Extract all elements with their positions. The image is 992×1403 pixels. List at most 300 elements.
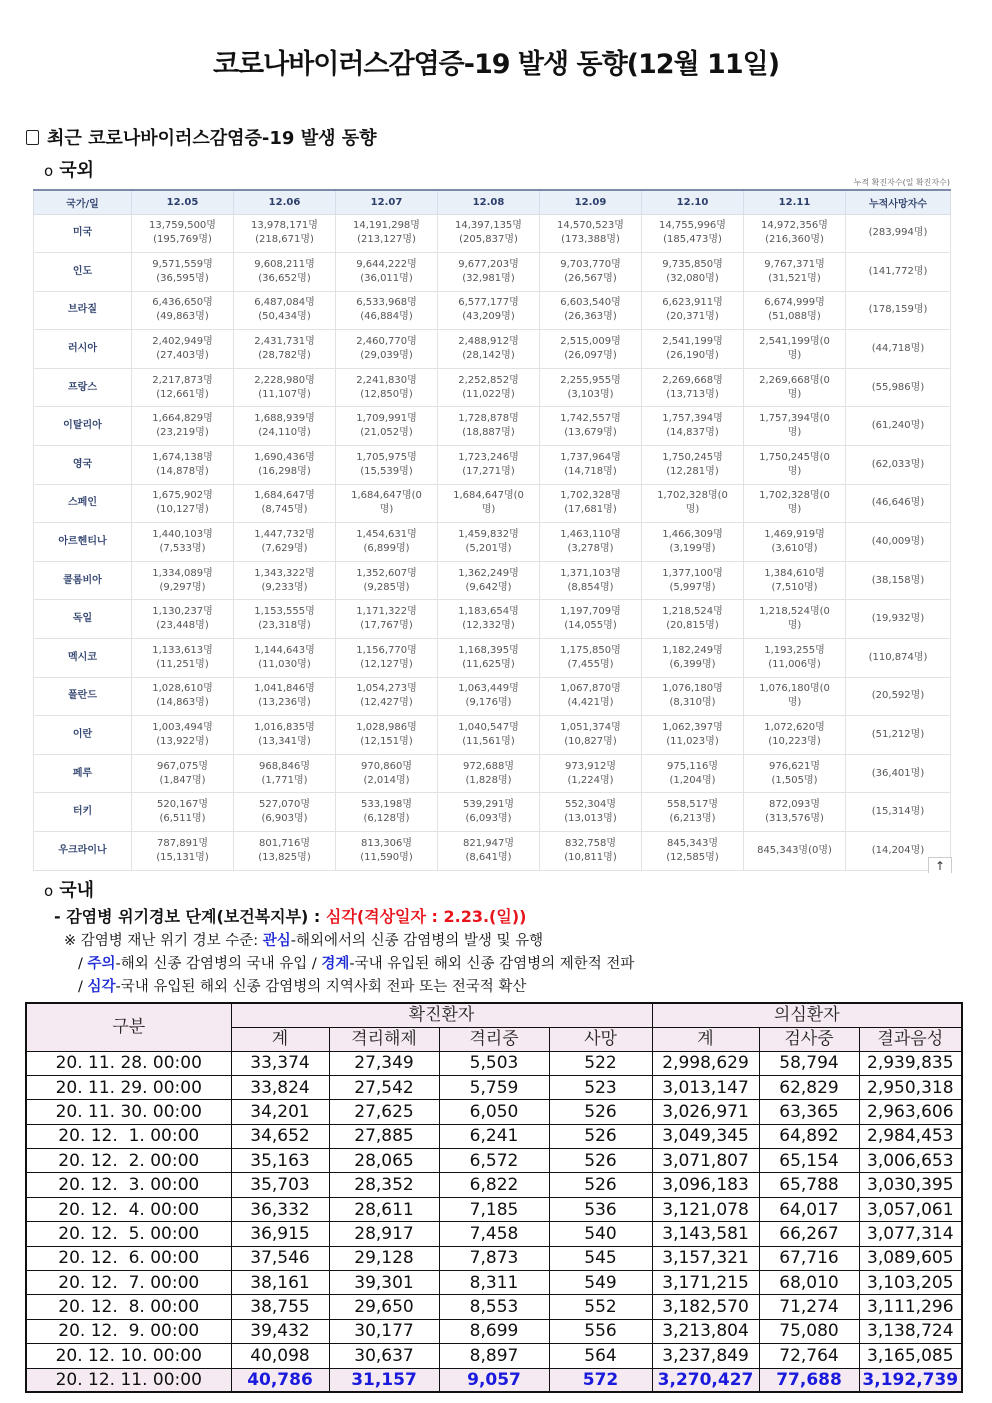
table-row [26, 1197, 962, 1221]
cumulative-cases: 2,217,873명 [152, 374, 213, 386]
case-cell [744, 446, 846, 485]
daily-cases: (27,403명) [156, 350, 209, 362]
value-cell: 34,652 [231, 1124, 329, 1148]
daily-cases: (32,080명) [666, 272, 719, 284]
date-cell: 20. 12. 4. 00:00 [26, 1197, 231, 1221]
case-cell [234, 407, 336, 446]
foreign-header-cell: 국가/일 [34, 190, 132, 214]
value-cell: 65,788 [759, 1173, 859, 1197]
cumulative-cases: 1,067,870명 [560, 683, 621, 695]
case-cell [540, 716, 642, 755]
foreign-label: 국외 [59, 160, 94, 181]
cumulative-cases: 1,688,939명 [254, 413, 315, 425]
daily-cases: (6,128명) [363, 813, 410, 825]
case-cell [642, 407, 744, 446]
daily-cases: (9,233명) [261, 581, 308, 593]
value-cell: 39,432 [231, 1319, 329, 1343]
value-cell: 63,365 [759, 1100, 859, 1124]
date-cell: 20. 12. 11. 00:00 [26, 1368, 231, 1392]
value-cell: 27,885 [329, 1124, 439, 1148]
country-name: 페루 [34, 754, 132, 793]
value-cell: 77,688 [759, 1368, 859, 1392]
date-cell: 20. 12. 10. 00:00 [26, 1344, 231, 1368]
table-row [26, 1100, 962, 1124]
table-row [34, 407, 951, 446]
cumulative-cases: 845,343명(0명) [757, 844, 832, 856]
value-cell: 3,165,085 [859, 1344, 962, 1368]
cumulative-cases: 1,168,395명 [458, 644, 519, 656]
value-cell: 27,349 [329, 1051, 439, 1075]
case-cell [438, 330, 540, 369]
case-cell [132, 291, 234, 330]
cumulative-cases: 14,570,523명 [557, 220, 624, 232]
cumulative-cases: 1,709,991명 [356, 413, 417, 425]
case-cell [540, 523, 642, 562]
case-cell [642, 716, 744, 755]
cumulative-cases: 1,362,249명 [458, 567, 519, 579]
daily-cases: 명) [787, 697, 802, 709]
case-cell [132, 368, 234, 407]
value-cell: 3,143,581 [652, 1222, 759, 1246]
daily-cases: (10,223명) [768, 736, 821, 748]
value-cell: 3,157,321 [652, 1246, 759, 1270]
case-cell [744, 561, 846, 600]
foreign-header-cell: 12.05 [132, 190, 234, 214]
daily-cases: (3,199명) [669, 543, 716, 555]
cumulative-cases: 1,175,850명 [560, 644, 621, 656]
alert-note-line-3 [78, 975, 526, 996]
alert-prefix: - 감염병 위기경보 단계(보건복지부) : [54, 907, 326, 926]
level-interest-desc: -해외에서의 신종 감염병의 발생 및 유행 [290, 933, 544, 949]
country-name: 콜롬비아 [34, 561, 132, 600]
country-name: 미국 [34, 214, 132, 253]
foreign-header-cell: 12.09 [540, 190, 642, 214]
cumulative-deaths: (15,314명) [846, 793, 951, 832]
case-cell [234, 484, 336, 523]
case-cell [744, 253, 846, 292]
daily-cases: (8,745명) [261, 504, 308, 516]
cumulative-deaths: (178,159명) [846, 291, 951, 330]
date-cell: 20. 12. 7. 00:00 [26, 1271, 231, 1295]
daily-cases: (12,585명) [666, 851, 719, 863]
table-row [34, 330, 951, 369]
daily-cases: (6,903명) [261, 813, 308, 825]
daily-cases: (23,448명) [156, 620, 209, 632]
case-cell [642, 253, 744, 292]
cumulative-cases: 1,469,919명 [764, 529, 825, 541]
value-cell: 38,161 [231, 1271, 329, 1295]
cumulative-cases: 9,767,371명 [764, 258, 825, 270]
case-cell [438, 446, 540, 485]
domestic-cases-table [25, 1002, 963, 1393]
date-cell: 20. 12. 6. 00:00 [26, 1246, 231, 1270]
daily-cases: (6,511명) [159, 813, 206, 825]
cumulative-cases: 9,703,770명 [560, 258, 621, 270]
case-cell [642, 754, 744, 793]
daily-cases: (313,576명) [765, 813, 824, 825]
daily-cases: (13,825명) [258, 851, 311, 863]
daily-cases: (31,521명) [768, 272, 821, 284]
case-cell [438, 484, 540, 523]
case-cell [744, 291, 846, 330]
table-row [26, 1295, 962, 1319]
cumulative-deaths: (44,718명) [846, 330, 951, 369]
cumulative-cases: 1,076,180명(0 [759, 683, 830, 695]
value-cell: 65,154 [759, 1149, 859, 1173]
table-row [34, 291, 951, 330]
daily-cases: (12,850명) [360, 388, 413, 400]
case-cell [438, 523, 540, 562]
table-row [34, 446, 951, 485]
cumulative-cases: 552,304명 [564, 799, 616, 811]
case-cell [234, 600, 336, 639]
case-cell [438, 600, 540, 639]
case-cell [642, 677, 744, 716]
domestic-subheader-cell: 검사중 [759, 1027, 859, 1051]
value-cell: 3,121,078 [652, 1197, 759, 1221]
daily-cases: (50,434명) [258, 311, 311, 323]
daily-cases: (36,011명) [360, 272, 413, 284]
value-cell: 31,157 [329, 1368, 439, 1392]
table-row [34, 716, 951, 755]
daily-cases: 명) [787, 504, 802, 516]
domestic-label: 국내 [59, 880, 94, 901]
cumulative-cases: 1,684,647명(0 [453, 490, 524, 502]
cumulative-cases: 1,440,103명 [152, 529, 213, 541]
cumulative-cases: 968,846명 [258, 760, 310, 772]
cumulative-cases: 14,755,996명 [659, 220, 726, 232]
case-cell [336, 368, 438, 407]
daily-cases: (14,863명) [156, 697, 209, 709]
daily-cases: (13,236명) [258, 697, 311, 709]
case-cell [540, 291, 642, 330]
level-alert: 경계 [321, 956, 350, 972]
foreign-header-cell: 12.08 [438, 190, 540, 214]
daily-cases: (20,815명) [666, 620, 719, 632]
daily-cases: (29,039명) [360, 350, 413, 362]
cumulative-cases: 527,070명 [258, 799, 310, 811]
case-cell [336, 330, 438, 369]
date-cell: 20. 12. 2. 00:00 [26, 1149, 231, 1173]
case-cell [336, 793, 438, 832]
cumulative-deaths: (40,009명) [846, 523, 951, 562]
table-row [34, 639, 951, 678]
value-cell: 28,065 [329, 1149, 439, 1173]
daily-cases: (185,473명) [663, 234, 722, 246]
case-cell [234, 639, 336, 678]
case-cell [642, 793, 744, 832]
table-row [26, 1246, 962, 1270]
daily-cases: (17,681명) [564, 504, 617, 516]
value-cell: 8,897 [439, 1344, 549, 1368]
case-cell [540, 484, 642, 523]
value-cell: 9,057 [439, 1368, 549, 1392]
cumulative-cases: 520,167명 [156, 799, 208, 811]
cumulative-cases: 13,978,171명 [251, 220, 318, 232]
value-cell: 2,963,606 [859, 1100, 962, 1124]
value-cell: 27,542 [329, 1075, 439, 1099]
cumulative-cases: 1,705,975명 [356, 451, 417, 463]
daily-cases: (2,014명) [363, 774, 410, 786]
daily-cases: (32,981명) [462, 272, 515, 284]
value-cell: 58,794 [759, 1051, 859, 1075]
value-cell: 30,637 [329, 1344, 439, 1368]
daily-cases: (23,318명) [258, 620, 311, 632]
country-name: 영국 [34, 446, 132, 485]
case-cell [336, 484, 438, 523]
foreign-header-cell: 12.11 [744, 190, 846, 214]
daily-cases: (8,641명) [465, 851, 512, 863]
value-cell: 6,050 [439, 1100, 549, 1124]
value-cell: 556 [549, 1319, 652, 1343]
daily-cases: (6,899명) [363, 543, 410, 555]
value-cell: 2,950,318 [859, 1075, 962, 1099]
case-cell [336, 677, 438, 716]
daily-cases: (9,297명) [159, 581, 206, 593]
value-cell: 72,764 [759, 1344, 859, 1368]
value-cell: 30,177 [329, 1319, 439, 1343]
value-cell: 552 [549, 1295, 652, 1319]
date-cell: 20. 12. 9. 00:00 [26, 1319, 231, 1343]
value-cell: 6,241 [439, 1124, 549, 1148]
value-cell: 39,301 [329, 1271, 439, 1295]
case-cell [744, 639, 846, 678]
cumulative-cases: 1,702,328명 [560, 490, 621, 502]
cumulative-cases: 539,291명 [462, 799, 514, 811]
cumulative-cases: 1,041,846명 [254, 683, 315, 695]
value-cell: 29,128 [329, 1246, 439, 1270]
case-cell [438, 368, 540, 407]
case-cell [540, 253, 642, 292]
case-cell [744, 214, 846, 253]
date-cell: 20. 11. 28. 00:00 [26, 1051, 231, 1075]
unit-note: 누적 확진자수(일 확진자수) [853, 178, 950, 187]
cumulative-deaths: (55,986명) [846, 368, 951, 407]
cumulative-cases: 1,156,770명 [356, 644, 417, 656]
table-row [26, 1319, 962, 1343]
value-cell: 8,311 [439, 1271, 549, 1295]
cumulative-cases: 1,343,322명 [254, 567, 315, 579]
cumulative-cases: 1,076,180명 [662, 683, 723, 695]
table-row [26, 1344, 962, 1368]
daily-cases: (1,771명) [261, 774, 308, 786]
table-row [26, 1075, 962, 1099]
case-cell [336, 253, 438, 292]
value-cell: 38,755 [231, 1295, 329, 1319]
value-cell: 5,503 [439, 1051, 549, 1075]
cumulative-cases: 1,334,089명 [152, 567, 213, 579]
daily-cases: 명) [481, 504, 496, 516]
cumulative-cases: 1,466,309명 [662, 529, 723, 541]
cumulative-cases: 2,228,980명 [254, 374, 315, 386]
value-cell: 3,213,804 [652, 1319, 759, 1343]
cumulative-cases: 2,241,830명 [356, 374, 417, 386]
case-cell [234, 716, 336, 755]
table-row [34, 484, 951, 523]
cumulative-cases: 6,533,968명 [356, 297, 417, 309]
cumulative-cases: 1,051,374명 [560, 722, 621, 734]
daily-cases: (213,127명) [357, 234, 416, 246]
daily-cases: (13,679명) [564, 427, 617, 439]
foreign-header-cell: 12.10 [642, 190, 744, 214]
foreign-table-body [34, 214, 951, 870]
cumulative-cases: 2,541,199명(0 [759, 336, 830, 348]
value-cell: 3,096,183 [652, 1173, 759, 1197]
daily-cases: (18,887명) [462, 427, 515, 439]
value-cell: 3,138,724 [859, 1319, 962, 1343]
value-cell: 3,270,427 [652, 1368, 759, 1392]
cumulative-cases: 2,431,731명 [254, 336, 315, 348]
daily-cases: (14,837명) [666, 427, 719, 439]
case-cell [642, 600, 744, 639]
daily-cases: (26,097명) [564, 350, 617, 362]
scroll-to-top-button[interactable] [928, 857, 952, 873]
foreign-header-cell: 12.06 [234, 190, 336, 214]
daily-cases: (195,769명) [153, 234, 212, 246]
cumulative-cases: 6,487,084명 [254, 297, 315, 309]
case-cell [132, 484, 234, 523]
value-cell: 3,026,971 [652, 1100, 759, 1124]
daily-cases: (12,281명) [666, 465, 719, 477]
cumulative-cases: 1,072,620명 [764, 722, 825, 734]
cumulative-cases: 1,218,524명 [662, 606, 723, 618]
country-name: 프랑스 [34, 368, 132, 407]
cumulative-cases: 832,758명 [564, 837, 616, 849]
daily-cases: (6,399명) [669, 658, 716, 670]
level-caution-desc: -해외 신종 감염병의 국내 유입 / [115, 956, 322, 972]
case-cell [744, 832, 846, 871]
case-cell [234, 754, 336, 793]
value-cell: 66,267 [759, 1222, 859, 1246]
alert-level-value: 심각(격상일자 : 2.23.(일)) [325, 907, 527, 926]
case-cell [744, 600, 846, 639]
alert-note-line-2 [78, 952, 634, 973]
daily-cases: (13,713명) [666, 388, 719, 400]
cumulative-cases: 2,269,668명(0 [759, 374, 830, 386]
value-cell: 2,998,629 [652, 1051, 759, 1075]
case-cell [744, 523, 846, 562]
case-cell [132, 793, 234, 832]
daily-cases: (10,827명) [564, 736, 617, 748]
daily-cases: (8,310명) [669, 697, 716, 709]
daily-cases: (11,561명) [462, 736, 515, 748]
domestic-subheader-cell: 결과음성 [859, 1027, 962, 1051]
table-row [26, 1368, 962, 1392]
daily-cases: (6,213명) [669, 813, 716, 825]
daily-cases: 명) [787, 388, 802, 400]
case-cell [540, 677, 642, 716]
cumulative-cases: 2,515,009명 [560, 336, 621, 348]
domestic-subheader-cell: 사망 [549, 1027, 652, 1051]
daily-cases: (9,642명) [465, 581, 512, 593]
cumulative-deaths: (61,240명) [846, 407, 951, 446]
cumulative-cases: 1,702,328명(0 [759, 490, 830, 502]
domestic-subheader-cell: 격리중 [439, 1027, 549, 1051]
case-cell [234, 214, 336, 253]
cumulative-cases: 1,750,245명(0 [759, 451, 830, 463]
daily-cases: (15,539명) [360, 465, 413, 477]
case-cell [132, 523, 234, 562]
country-name: 우크라이나 [34, 832, 132, 871]
value-cell: 3,171,215 [652, 1271, 759, 1295]
case-cell [744, 368, 846, 407]
confirmed-group-header: 확진환자 [231, 1003, 652, 1027]
daily-cases: (12,661명) [156, 388, 209, 400]
case-cell [642, 446, 744, 485]
case-cell [642, 291, 744, 330]
country-name: 아르헨티나 [34, 523, 132, 562]
cumulative-deaths: (62,033명) [846, 446, 951, 485]
daily-cases: 명) [685, 504, 700, 516]
alert-note-line-1 [64, 929, 543, 950]
daily-cases: (1,847명) [159, 774, 206, 786]
cumulative-cases: 1,028,610명 [152, 683, 213, 695]
col-division-header: 구분 [26, 1003, 231, 1051]
case-cell [438, 716, 540, 755]
value-cell: 3,237,849 [652, 1344, 759, 1368]
daily-cases: (14,878명) [156, 465, 209, 477]
daily-cases: (9,176명) [465, 697, 512, 709]
slash-separator: / [78, 979, 88, 995]
daily-cases: (3,278명) [567, 543, 614, 555]
case-cell [540, 330, 642, 369]
value-cell: 8,699 [439, 1319, 549, 1343]
daily-cases: (11,022명) [462, 388, 515, 400]
value-cell: 3,077,314 [859, 1222, 962, 1246]
case-cell [540, 368, 642, 407]
cumulative-cases: 1,664,829명 [152, 413, 213, 425]
daily-cases: (28,782명) [258, 350, 311, 362]
case-cell [132, 330, 234, 369]
daily-cases: (7,510명) [771, 581, 818, 593]
cumulative-cases: 9,608,211명 [254, 258, 315, 270]
foreign-header-cell: 누적사망자수 [846, 190, 951, 214]
value-cell: 28,352 [329, 1173, 439, 1197]
case-cell [744, 677, 846, 716]
country-name: 이탈리아 [34, 407, 132, 446]
cumulative-cases: 9,735,850명 [662, 258, 723, 270]
value-cell: 3,071,807 [652, 1149, 759, 1173]
cumulative-cases: 14,972,356명 [761, 220, 828, 232]
cumulative-deaths: (51,212명) [846, 716, 951, 755]
cumulative-cases: 1,757,394명 [662, 413, 723, 425]
case-cell [438, 832, 540, 871]
cumulative-cases: 1,028,986명 [356, 722, 417, 734]
date-cell: 20. 12. 8. 00:00 [26, 1295, 231, 1319]
table-row [26, 1051, 962, 1075]
case-cell [642, 832, 744, 871]
value-cell: 526 [549, 1149, 652, 1173]
daily-cases: (10,127명) [156, 504, 209, 516]
value-cell: 35,703 [231, 1173, 329, 1197]
value-cell: 2,939,835 [859, 1051, 962, 1075]
cumulative-cases: 1,384,610명 [764, 567, 825, 579]
case-cell [642, 214, 744, 253]
value-cell: 3,030,395 [859, 1173, 962, 1197]
cumulative-cases: 1,674,138명 [152, 451, 213, 463]
case-cell [336, 832, 438, 871]
value-cell: 522 [549, 1051, 652, 1075]
case-cell [438, 754, 540, 793]
section-heading-text: 최근 코로나바이러스감염증-19 발생 동향 [47, 128, 377, 149]
table-row [34, 600, 951, 639]
cumulative-cases: 1,459,832명 [458, 529, 519, 541]
document-title: 코로나바이러스감염증-19 발생 동향(12월 11일) [212, 49, 780, 80]
value-cell: 3,089,605 [859, 1246, 962, 1270]
daily-cases: (12,151명) [360, 736, 413, 748]
case-cell [336, 214, 438, 253]
table-row [34, 561, 951, 600]
